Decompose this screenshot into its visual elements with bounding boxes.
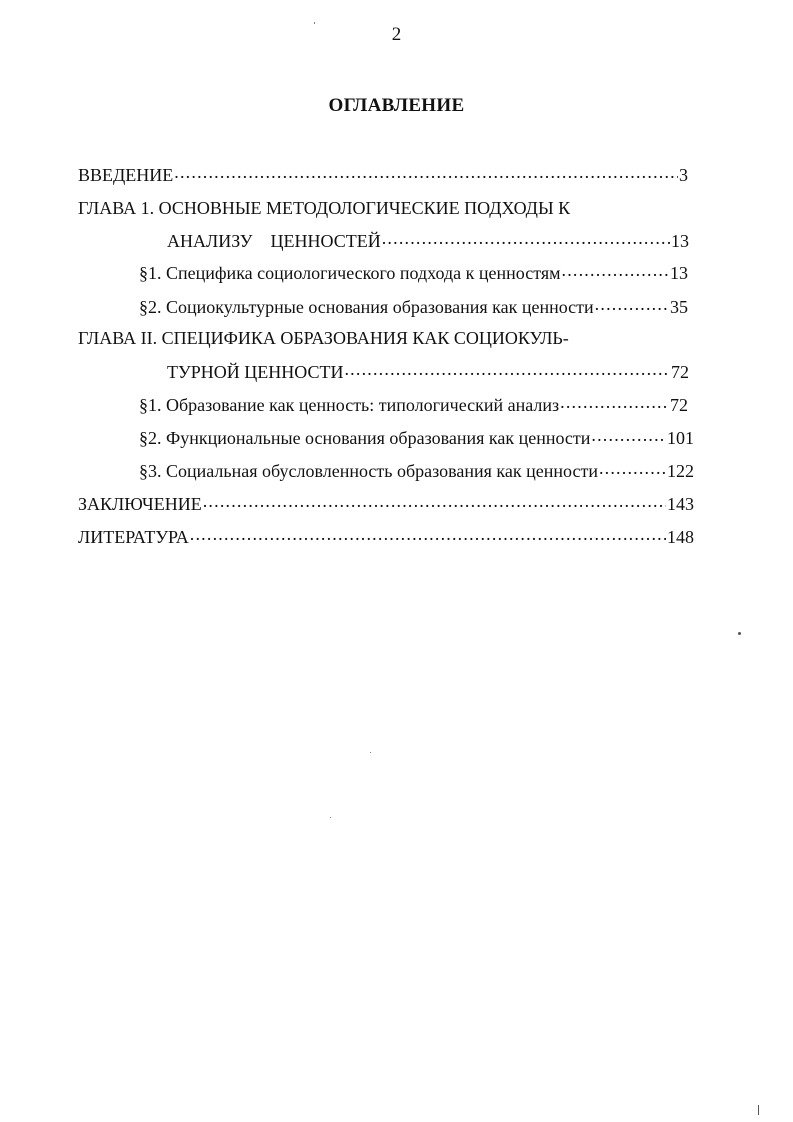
toc-entry-title: АНАЛИЗУ ЦЕННОСТЕЙ — [167, 231, 381, 251]
dot-leader — [560, 393, 669, 411]
toc-entry-intro[interactable] — [78, 163, 688, 187]
toc-chapter1-title-line1[interactable]: ГЛАВА 1. ОСНОВНЫЕ МЕТОДОЛОГИЧЕСКИЕ ПОДХОДЫ К — [78, 198, 571, 218]
toc-entry-ch2-section2[interactable] — [139, 426, 694, 450]
dot-leader — [190, 525, 666, 543]
scan-speck — [738, 632, 741, 635]
toc-entry-title: §1. Специфика социологического подхода к ценностям — [139, 263, 561, 283]
toc-entry-title: §3. Социальная обусловленность образования как ценности — [139, 461, 598, 481]
toc-entry-page: 13 — [670, 263, 688, 283]
dot-leader — [562, 261, 670, 279]
dot-leader — [344, 360, 670, 378]
scan-speck — [330, 817, 331, 818]
toc-entry-literature[interactable] — [78, 525, 694, 549]
toc-entry-title: ЗАКЛЮЧЕНИЕ — [78, 494, 202, 514]
toc-entry-title: §1. Образование как ценность: типологический анализ — [139, 395, 560, 415]
toc-entry-page: 3 — [679, 165, 688, 185]
toc-entry-ch2-section3[interactable] — [139, 459, 694, 483]
toc-entry-page: 148 — [667, 527, 694, 547]
dot-leader — [382, 229, 670, 247]
toc-entry-title: ТУРНОЙ ЦЕННОСТИ — [167, 362, 344, 382]
page-number: 2 — [391, 24, 402, 45]
dot-leader — [174, 163, 678, 181]
toc-entry-chapter2[interactable] — [167, 360, 689, 384]
toc-entry-page: 101 — [667, 428, 694, 448]
scan-speck — [314, 22, 315, 24]
dot-leader — [599, 459, 666, 477]
toc-entry-chapter1[interactable] — [167, 229, 689, 253]
toc-entry-title: §2. Функциональные основания образования как ценности — [139, 428, 591, 448]
toc-entry-title: §2. Социокультурные основания образования как ценности — [139, 297, 594, 317]
toc-entry-page: 122 — [667, 461, 694, 481]
toc-entry-page: 13 — [671, 231, 689, 251]
toc-entry-ch1-section1[interactable] — [139, 261, 688, 285]
toc-entry-conclusion[interactable] — [78, 492, 694, 516]
toc-entry-title: ВВЕДЕНИЕ — [78, 165, 174, 185]
dot-leader — [595, 295, 669, 313]
toc-entry-page: 72 — [670, 395, 688, 415]
toc-entry-ch1-section2[interactable] — [139, 295, 688, 319]
toc-heading: ОГЛАВЛЕНИЕ — [328, 95, 465, 116]
scan-speck — [370, 752, 371, 753]
toc-entry-ch2-section1[interactable] — [139, 393, 688, 417]
dot-leader — [591, 426, 666, 444]
toc-entry-page: 35 — [670, 297, 688, 317]
toc-entry-page: 72 — [671, 362, 689, 382]
scan-speck — [758, 1105, 759, 1115]
toc-entry-title: ЛИТЕРАТУРА — [78, 527, 189, 547]
toc-entry-page: 143 — [667, 494, 694, 514]
dot-leader — [203, 492, 666, 510]
toc-chapter2-title-line1[interactable]: ГЛАВА II. СПЕЦИФИКА ОБРАЗОВАНИЯ КАК СОЦИОКУЛЬ- — [78, 328, 569, 348]
